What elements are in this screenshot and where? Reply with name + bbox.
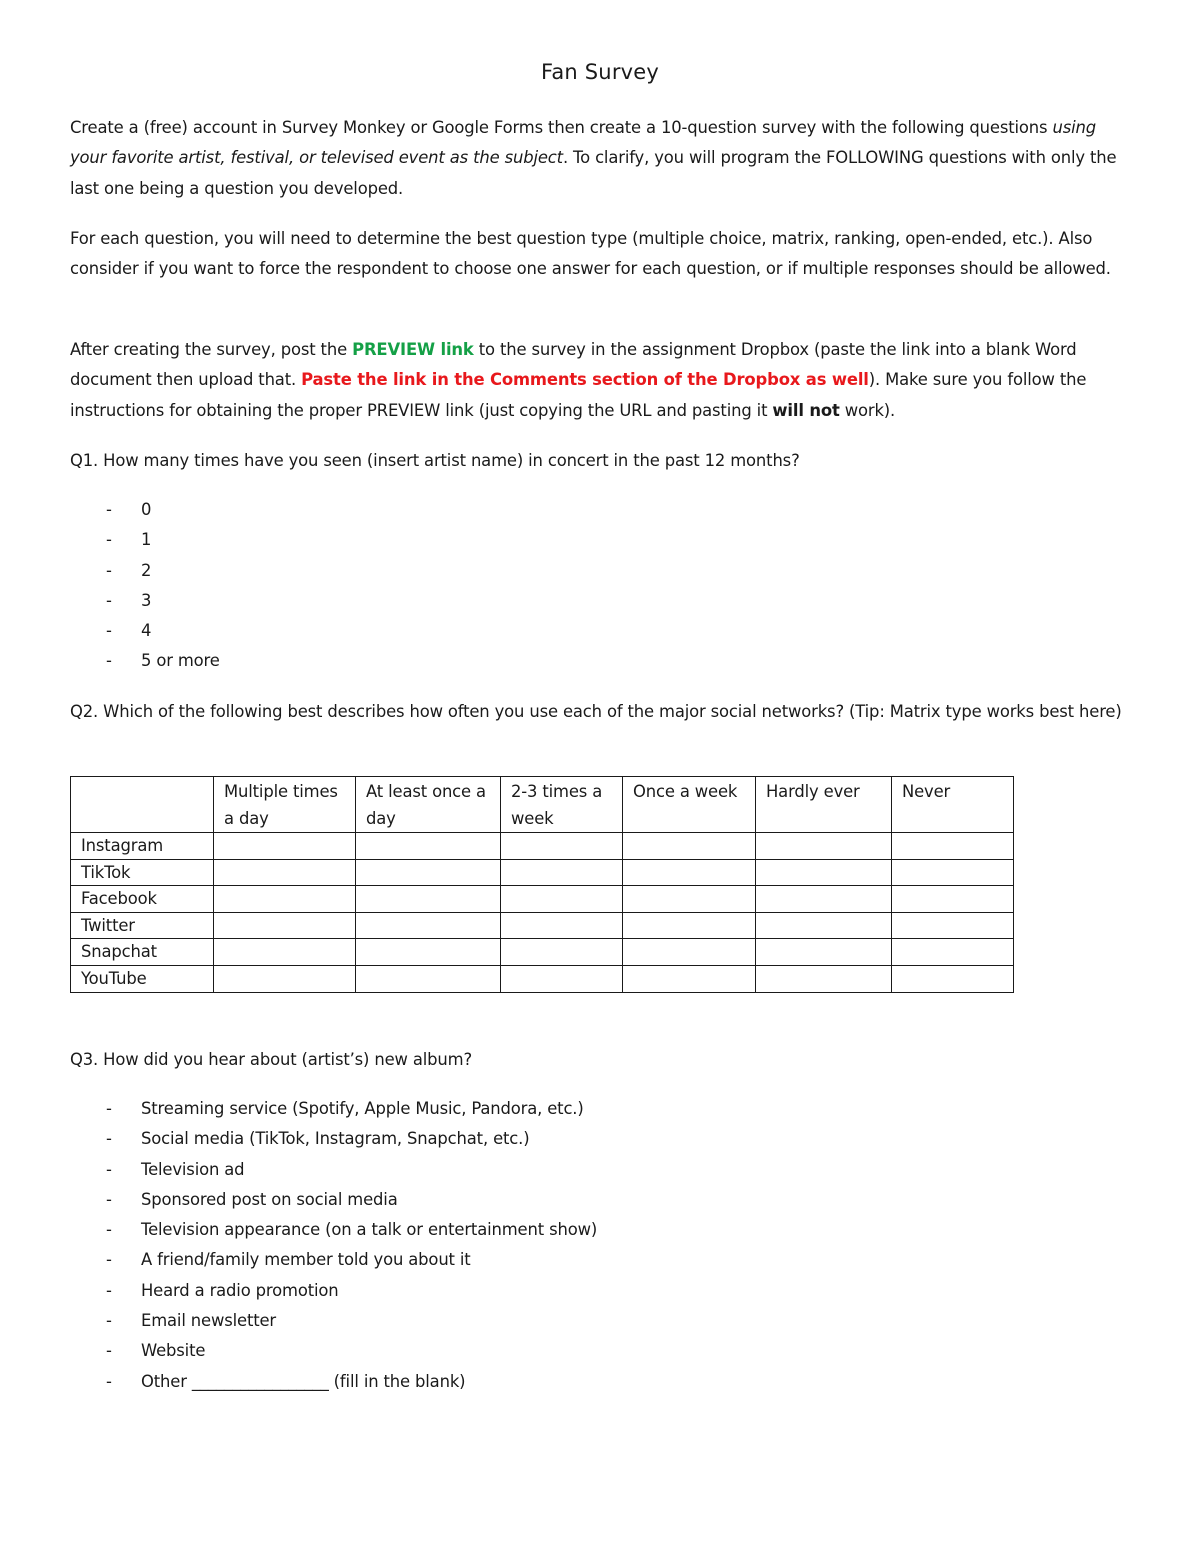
- matrix-empty-cell: [356, 965, 501, 992]
- matrix-empty-cell: [356, 859, 501, 886]
- q3-option: [70, 1367, 597, 1397]
- dash-bullet: -: [106, 1311, 112, 1331]
- matrix-empty-cell: [214, 886, 356, 913]
- matrix-empty-cell: [623, 912, 756, 939]
- q1-options-list: [70, 495, 220, 677]
- option-label: Social media (TikTok, Instagram, Snapchat, etc.): [141, 1129, 530, 1149]
- option-label: 3: [141, 590, 152, 610]
- q3-option: [70, 1276, 597, 1306]
- dash-bullet: -: [106, 1341, 112, 1361]
- q3-option: [70, 1215, 597, 1245]
- option-label: Streaming service (Spotify, Apple Music, Pandora, etc.): [141, 1099, 584, 1118]
- intro-text-1: Create a (free) account in Survey Monkey or Google Forms then create a 10-question survey with the following questions: [70, 118, 1053, 137]
- matrix-empty-cell: [501, 912, 623, 939]
- dash-bullet: -: [106, 1220, 112, 1240]
- option-label: Television appearance (on a talk or entertainment show): [141, 1220, 598, 1240]
- matrix-empty-cell: [756, 859, 892, 886]
- dash-bullet: -: [106, 590, 112, 610]
- dash-bullet: -: [106, 621, 112, 641]
- dash-bullet: -: [106, 1280, 112, 1300]
- preview-link-highlight: PREVIEW link: [352, 340, 474, 359]
- q3-options-list: [70, 1094, 597, 1397]
- option-label: Sponsored post on social media: [141, 1189, 398, 1209]
- comments-instruction-highlight: Paste the link in the Comments section of the Dropbox as well: [301, 370, 869, 390]
- matrix-empty-cell: [356, 886, 501, 913]
- q1-option: [70, 495, 220, 525]
- matrix-column-header: Never: [892, 777, 1014, 833]
- matrix-empty-cell: [214, 939, 356, 966]
- q2-question: Q2. Which of the following best describes how often you use each of the major social networks? (Tip: Matrix type works best here): [70, 702, 1122, 721]
- matrix-column-header: 2-3 times a week: [501, 777, 623, 833]
- matrix-empty-cell: [892, 939, 1014, 966]
- matrix-empty-cell: [756, 833, 892, 860]
- q3-option: [70, 1185, 597, 1215]
- q1-option: [70, 525, 220, 555]
- dash-bullet: -: [106, 530, 112, 550]
- page-title: Fan Survey: [540, 60, 660, 84]
- submission-text-1: After creating the survey, post the: [70, 340, 353, 359]
- intro-text-2: . To clarify, you will program the FOLLOWING questions with only the last one being a question you developed.: [70, 148, 1117, 198]
- submission-text-3: ). Make sure you follow the instructions for obtaining the proper PREVIEW link (just copying the URL and pasting it: [70, 370, 1087, 420]
- matrix-empty-cell: [214, 912, 356, 939]
- q2-matrix-table: [70, 776, 1014, 993]
- matrix-empty-cell: [501, 965, 623, 992]
- option-label: Other _________________ (fill in the blank): [141, 1371, 466, 1391]
- matrix-empty-cell: [892, 912, 1014, 939]
- option-label: 4: [141, 621, 152, 641]
- q1-option: [70, 556, 220, 586]
- q1-option: [70, 646, 220, 676]
- submission-text-2: to the survey in the assignment Dropbox (paste the link into a blank Word document then upload that.: [70, 340, 1077, 390]
- option-label: Website: [141, 1341, 206, 1361]
- option-label: 2: [141, 560, 152, 580]
- option-label: 5 or more: [141, 651, 220, 671]
- matrix-empty-cell: [892, 965, 1014, 992]
- table-row: [71, 859, 1014, 886]
- matrix-empty-cell: [623, 833, 756, 860]
- q1-option: [70, 616, 220, 646]
- matrix-empty-cell: [356, 833, 501, 860]
- matrix-empty-cell: [623, 859, 756, 886]
- table-row: [71, 965, 1014, 992]
- q3-option: [70, 1336, 597, 1366]
- intro-italic: using your favorite artist, festival, or televised event as the subject: [70, 118, 1096, 168]
- dash-bullet: -: [106, 1159, 112, 1179]
- matrix-empty-cell: [756, 965, 892, 992]
- table-row: [71, 886, 1014, 913]
- matrix-empty-cell: [756, 912, 892, 939]
- intro-paragraph: [70, 113, 1132, 204]
- dash-bullet: -: [106, 1129, 112, 1149]
- matrix-empty-cell: [892, 833, 1014, 860]
- matrix-column-header: Once a week: [623, 777, 756, 833]
- matrix-empty-cell: [356, 939, 501, 966]
- matrix-empty-cell: [623, 939, 756, 966]
- matrix-empty-cell: [356, 912, 501, 939]
- q3-option: [70, 1245, 597, 1275]
- submission-paragraph: [70, 335, 1132, 426]
- matrix-empty-cell: [756, 939, 892, 966]
- matrix-row-label: Snapchat: [71, 939, 214, 966]
- q3-option: [70, 1124, 597, 1154]
- q3-option: [70, 1306, 597, 1336]
- matrix-row-label: Instagram: [71, 833, 214, 860]
- matrix-empty-cell: [623, 886, 756, 913]
- q1-question: Q1. How many times have you seen (insert artist name) in concert in the past 12 months?: [70, 451, 800, 470]
- dash-bullet: -: [106, 500, 112, 519]
- q3-option: [70, 1094, 597, 1124]
- matrix-column-header: At least once a day: [356, 777, 501, 833]
- option-label: Television ad: [141, 1159, 245, 1179]
- submission-text-4: work).: [839, 400, 896, 420]
- matrix-column-header: Hardly ever: [756, 777, 892, 833]
- matrix-row-label: Facebook: [71, 886, 214, 913]
- table-row: [71, 912, 1014, 939]
- option-label: Email newsletter: [141, 1311, 277, 1331]
- option-label: A friend/family member told you about it: [141, 1250, 471, 1270]
- q3-question: Q3. How did you hear about (artist’s) new album?: [70, 1050, 473, 1069]
- matrix-empty-cell: [623, 965, 756, 992]
- matrix-column-header: Multiple times a day: [214, 777, 356, 833]
- table-row: [71, 939, 1014, 966]
- option-label: Heard a radio promotion: [141, 1280, 339, 1300]
- will-not-emphasis: will not: [772, 400, 840, 420]
- dash-bullet: -: [106, 1189, 112, 1209]
- matrix-header-row: [71, 777, 1014, 833]
- question-type-paragraph: For each question, you will need to determine the best question type (multiple choice, matrix, ranking, open-ended, etc.). Also consider if you want to force the respondent to choose one answer for each question, or if multiple responses should be allowed.: [70, 229, 1111, 279]
- option-label: 1: [141, 530, 152, 550]
- table-row: [71, 833, 1014, 860]
- dash-bullet: -: [106, 1250, 112, 1270]
- q1-option: [70, 586, 220, 616]
- matrix-empty-cell: [501, 859, 623, 886]
- matrix-row-label: Twitter: [71, 912, 214, 939]
- matrix-empty-cell: [501, 833, 623, 860]
- dash-bullet: -: [106, 1099, 112, 1118]
- matrix-empty-cell: [214, 859, 356, 886]
- dash-bullet: -: [106, 1371, 112, 1391]
- matrix-corner-cell: [71, 777, 214, 833]
- option-label: 0: [141, 500, 152, 519]
- matrix-row-label: TikTok: [71, 859, 214, 886]
- matrix-empty-cell: [501, 886, 623, 913]
- dash-bullet: -: [106, 560, 112, 580]
- matrix-empty-cell: [501, 939, 623, 966]
- q3-option: [70, 1155, 597, 1185]
- matrix-empty-cell: [892, 859, 1014, 886]
- matrix-empty-cell: [756, 886, 892, 913]
- matrix-row-label: YouTube: [71, 965, 214, 992]
- matrix-empty-cell: [892, 886, 1014, 913]
- dash-bullet: -: [106, 651, 112, 671]
- matrix-empty-cell: [214, 965, 356, 992]
- matrix-empty-cell: [214, 833, 356, 860]
